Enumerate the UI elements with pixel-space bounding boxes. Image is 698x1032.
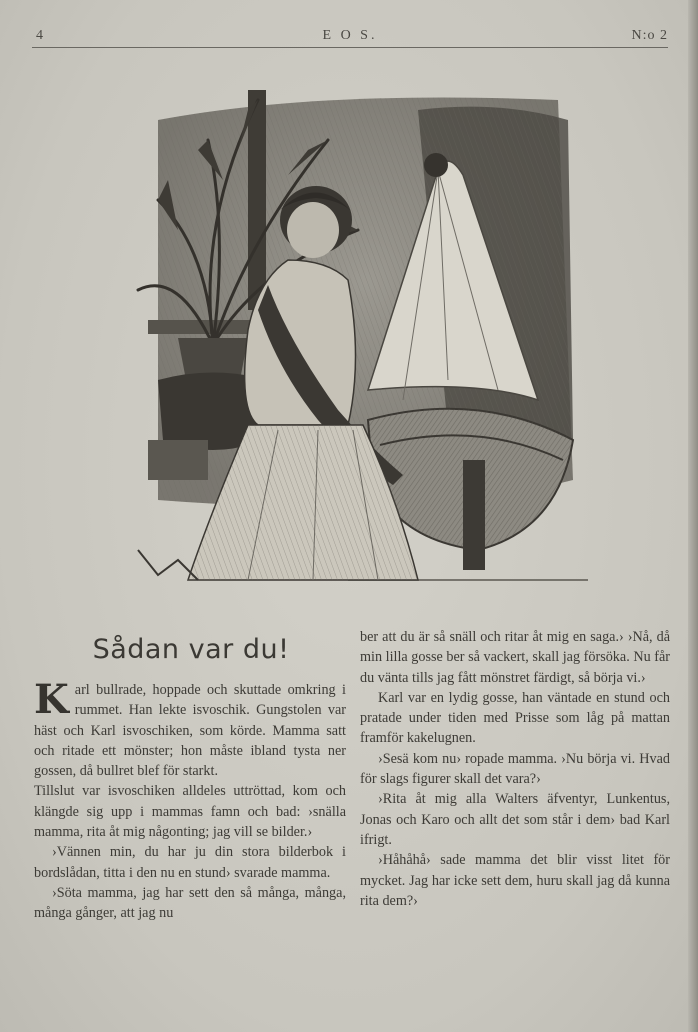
page-edge bbox=[688, 0, 698, 1032]
mother-at-cradle-engraving-icon bbox=[118, 80, 588, 600]
running-header bbox=[30, 26, 670, 48]
paragraph: ›Söta mamma, jag har sett den så många, många, många gånger, att jag nu bbox=[34, 884, 346, 922]
drop-cap: K bbox=[34, 676, 69, 723]
magazine-title: E O S. bbox=[322, 28, 378, 43]
paragraph: arl bullrade, hoppade och skuttade omkring i rummet. Han lekte isvoschik. Gungstolen var häst och Karl isvoschiken, som körde. Mamma satt och ritade ett mönster; hon måste ibland tysta ner gossen, då bullret blef för starkt. bbox=[34, 682, 346, 780]
paragraph: ›Vännen min, du har ju din stora bilderbok i bordslådan, titta i den nu en stund› svarade mamma. bbox=[34, 844, 346, 881]
page-number: 4 bbox=[36, 28, 44, 43]
paragraph: ›Håhåhå› sade mamma det blir visst litet för mycket. Jag har icke sett dem, huru skall jag då kunna rita dem?› bbox=[360, 852, 670, 909]
paragraph: Tillslut var isvoschiken alldeles uttröttad, kom och klängde sig upp i mammas famn och bad: ›snälla mamma, rita åt mig någonting; jag vill se bilder.› bbox=[34, 783, 346, 841]
paragraph: ber att du är så snäll och ritar åt mig en saga.› ›Nå, då min lilla gosse ber så vackert, skall jag försöka. Nu får du vänta tills jag fått mönstret färdigt, så börja vi.› bbox=[360, 629, 670, 686]
header-rule bbox=[32, 47, 668, 48]
issue-number: N:o 2 bbox=[631, 28, 668, 43]
right-text-column bbox=[360, 627, 670, 911]
paragraph: ›Rita åt mig alla Walters äfventyr, Lunkentus, Jonas och Karo och allt det som står i dem› bad Karl ifrigt. bbox=[360, 791, 670, 848]
left-text-column bbox=[34, 676, 346, 924]
paragraph: Karl var en lydig gosse, han väntade en stund och pratade under tiden med Prisse som låg på mattan framför kakelugnen. bbox=[360, 689, 670, 747]
article-title: Sådan var du! bbox=[92, 634, 290, 665]
paragraph: ›Sesä kom nu› ropade mamma. ›Nu börja vi. Hvad för slags figurer skall det vara?› bbox=[360, 750, 670, 788]
